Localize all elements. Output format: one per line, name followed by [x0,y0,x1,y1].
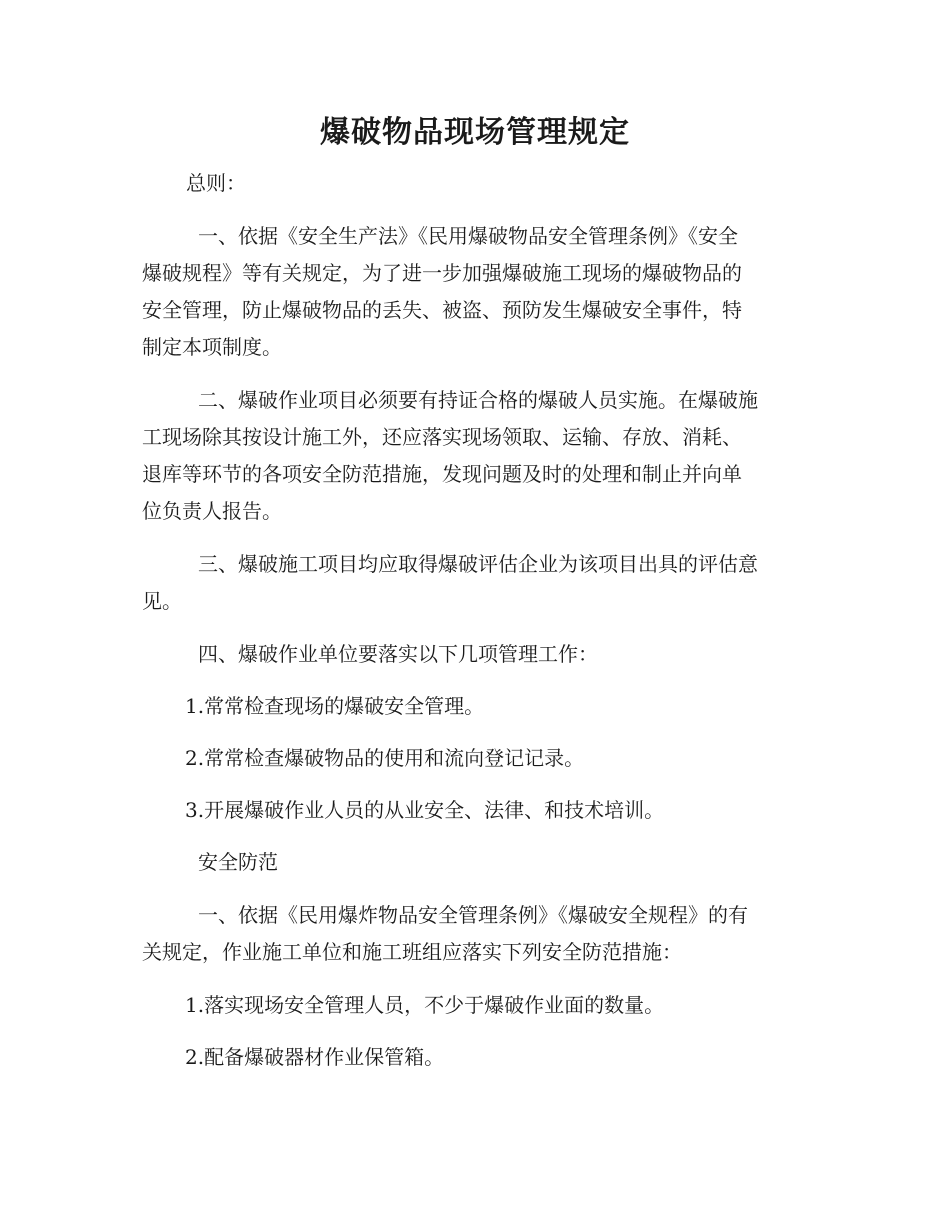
paragraph-line: 位负责人报告。 [142,499,282,523]
list-item: 2.配备爆破器材作业保管箱。 [185,1045,445,1069]
paragraph-line: 一、依据《安全生产法》《民用爆破物品安全管理条例》《安全 [198,224,738,248]
paragraph-line: 四、爆破作业单位要落实以下几项管理工作： [198,642,598,666]
section-heading-safety: 安全防范 [198,850,278,874]
paragraph-line: 二、爆破作业项目必须要有持证合格的爆破人员实施。在爆破施 [198,388,758,412]
paragraph-line: 安全管理，防止爆破物品的丢失、被盗、预防发生爆破安全事件，特 [142,298,742,322]
list-item: 1.常常检查现场的爆破安全管理。 [185,694,485,718]
paragraph-line: 关规定，作业施工单位和施工班组应落实下列安全防范措施： [142,940,682,964]
paragraph-line: 工现场除其按设计施工外，还应落实现场领取、运输、存放、消耗、 [142,425,742,449]
paragraph-line: 爆破规程》等有关规定，为了进一步加强爆破施工现场的爆破物品的 [142,261,742,285]
list-item: 1.落实现场安全管理人员，不少于爆破作业面的数量。 [185,993,665,1017]
list-item: 2.常常检查爆破物品的使用和流向登记记录。 [185,746,585,770]
document-title: 爆破物品现场管理规定 [320,115,630,150]
paragraph-line: 见。 [142,589,182,613]
paragraph-line: 退库等环节的各项安全防范措施，发现问题及时的处理和制止并向单 [142,462,742,486]
paragraph-line: 制定本项制度。 [142,335,282,359]
paragraph-line: 三、爆破施工项目均应取得爆破评估企业为该项目出具的评估意 [198,552,758,576]
paragraph-line: 一、依据《民用爆炸物品安全管理条例》《爆破安全规程》的有 [198,903,748,927]
section-heading-general: 总则： [186,171,246,195]
list-item: 3.开展爆破作业人员的从业安全、法律、和技术培训。 [185,798,665,822]
